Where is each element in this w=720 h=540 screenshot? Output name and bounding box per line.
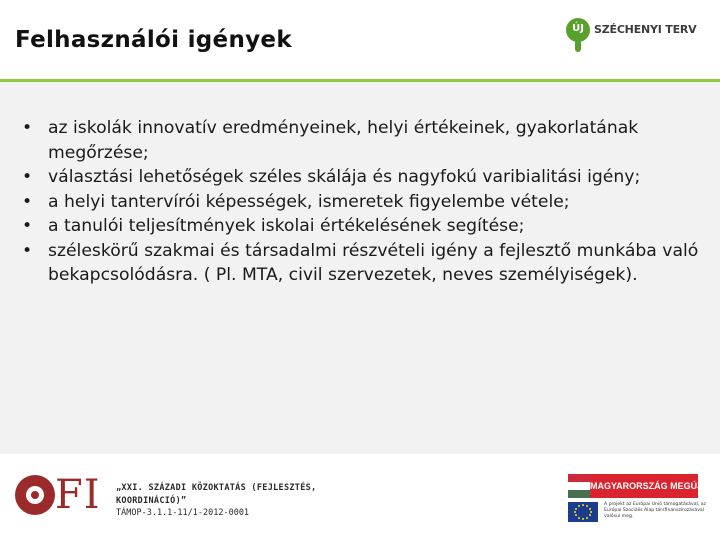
- bullet-icon: •: [22, 167, 33, 187]
- flag-stripe-green: [568, 490, 590, 498]
- eu-flag-icon: [568, 502, 598, 522]
- bullet-list: [22, 116, 712, 288]
- slide-header: [0, 0, 720, 80]
- flag-stripe-red: [568, 474, 590, 482]
- eu-funding-text: A projekt az Európai Unió támogatásával, az Európai Szociális Alap társfinanszírozásával valósul meg.: [604, 502, 706, 520]
- bullet-icon: •: [22, 216, 33, 236]
- bullet-text: az iskolák innovatív eredményeinek, helyi értékeinek, gyakorlatának megőrzése;: [48, 118, 639, 163]
- eu-star: [582, 518, 584, 520]
- bullet-item: [22, 190, 712, 215]
- eu-star: [578, 505, 580, 507]
- eu-star: [575, 508, 577, 510]
- bullet-text: választási lehetőségek széles skálája és nagyfokú varibialitási igény;: [48, 167, 641, 187]
- eu-star: [589, 514, 591, 516]
- project-code: TÁMOP-3.1.1-11/1-2012-0001: [116, 508, 250, 518]
- flag-stripe-white: [568, 482, 590, 490]
- bullet-item: [22, 214, 712, 239]
- eu-star: [586, 505, 588, 507]
- eu-star: [575, 514, 577, 516]
- eu-star: [582, 504, 584, 506]
- bullet-icon: •: [22, 191, 33, 212]
- szechenyi-logo-text: SZÉCHENYI TERV: [594, 23, 697, 36]
- eu-star: [578, 517, 580, 519]
- bullet-item: [22, 165, 712, 190]
- eu-star: [586, 517, 588, 519]
- bullet-icon: •: [22, 240, 33, 261]
- eu-star: [589, 508, 591, 510]
- eu-star: [574, 511, 576, 513]
- bullet-item: [22, 239, 712, 288]
- ofi-logo-letters: FI: [55, 472, 101, 518]
- magyarorszag-megujul-banner: MAGYARORSZÁG MEGÚJUL: [590, 474, 698, 498]
- bullet-text: a tanulói teljesítmények iskolai értékelésének segítése;: [48, 216, 525, 236]
- bullet-text: széleskörű szakmai és társadalmi részvételi igény a fejlesztő munkába való bekapcsolódásra. ( Pl. MTA, civil szervezetek, neves személyiségek).: [48, 240, 699, 285]
- szechenyi-logo-badge: ÚJ: [572, 23, 584, 34]
- bullet-icon: •: [22, 118, 33, 138]
- ofi-logo-ring-core: [31, 491, 39, 499]
- ofi-logo: [15, 472, 103, 518]
- slide-title: Felhasználói igények: [15, 27, 292, 53]
- szechenyi-terv-logo: [566, 18, 716, 54]
- hungarian-flag-icon: [568, 474, 590, 498]
- bullet-item: [22, 116, 712, 165]
- bullet-text: a helyi tantervírói képességek, ismeretek figyelembe vétele;: [48, 191, 570, 212]
- project-title: „XXI. SZÁZADI KÖZOKTATÁS (FEJLESZTÉS, KOORDINÁCIÓ)”: [116, 483, 317, 506]
- eu-star: [590, 511, 592, 513]
- szechenyi-logo-drop-icon: [575, 40, 581, 52]
